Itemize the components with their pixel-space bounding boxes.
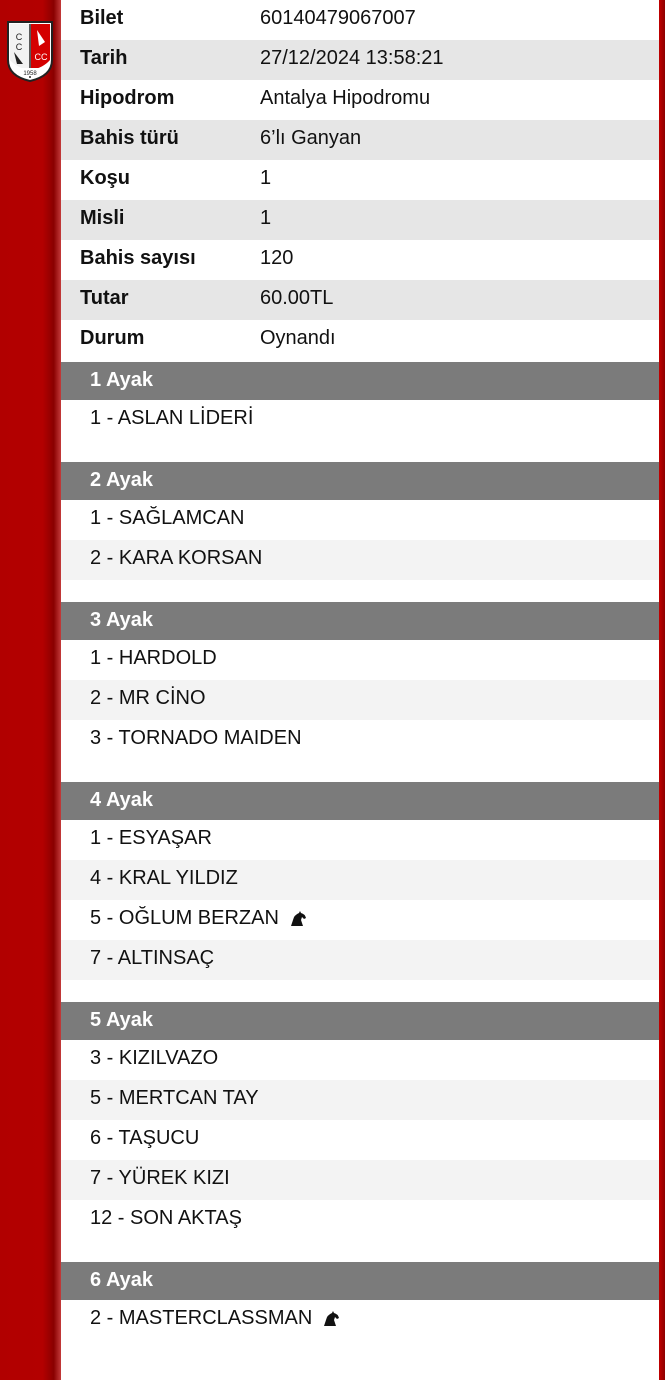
info-label: Tutar: [80, 287, 129, 309]
leg-header: 3 Ayak: [61, 602, 659, 640]
info-row: [61, 160, 659, 200]
info-row: [61, 40, 659, 80]
info-value: 120: [260, 247, 294, 269]
svg-text:C: C: [15, 32, 23, 42]
club-logo[interactable]: [5, 20, 55, 82]
horse-row: [61, 640, 659, 680]
info-row: [61, 120, 659, 160]
horse-name: 3 - TORNADO MAIDEN: [90, 727, 302, 749]
info-label: Durum: [80, 327, 145, 349]
horse-row: [61, 680, 659, 720]
horse-name: 1 - ASLAN LİDERİ: [90, 407, 254, 429]
horse-name: 3 - KIZILVAZO: [90, 1047, 219, 1069]
info-value: Oynandı: [260, 327, 336, 349]
info-value: Antalya Hipodromu: [260, 87, 431, 109]
horse-name: 6 - TAŞUCU: [90, 1127, 200, 1149]
leg-header: 6 Ayak: [61, 1262, 659, 1300]
horse-name: 2 - MR CİNO: [90, 687, 206, 709]
horse-row: [61, 540, 659, 580]
info-value: 60140479067007: [260, 7, 416, 29]
leg-spacer: [61, 1240, 659, 1262]
info-row: [61, 0, 659, 40]
coupon-detail: [61, 0, 659, 1362]
horse-icon: [289, 911, 307, 927]
legs-list: [61, 362, 659, 1362]
svg-text:1958: 1958: [23, 71, 37, 77]
info-value: 6’lı Ganyan: [260, 127, 362, 149]
info-label: Misli: [80, 207, 125, 229]
coupon-info-table: [61, 0, 659, 360]
info-label: Hipodrom: [80, 87, 175, 109]
horse-row: [61, 500, 659, 540]
horse-row: [61, 400, 659, 440]
horse-name: 2 - MASTERCLASSMAN: [90, 1307, 313, 1329]
horse-name: 1 - SAĞLAMCAN: [90, 507, 245, 529]
horse-name: 1 - HARDOLD: [90, 647, 217, 669]
horse-row: [61, 1300, 659, 1340]
info-value: 1: [260, 167, 272, 189]
horse-row: [61, 900, 659, 940]
horse-name: 12 - SON AKTAŞ: [90, 1207, 242, 1229]
horse-row: [61, 860, 659, 900]
info-label: Tarih: [80, 47, 128, 69]
info-value: 27/12/2024 13:58:21: [260, 47, 444, 69]
leg-header: 4 Ayak: [61, 782, 659, 820]
info-value: 1: [260, 207, 272, 229]
info-row: [61, 240, 659, 280]
info-value: 60.00TL: [260, 287, 334, 309]
horse-name: 2 - KARA KORSAN: [90, 547, 263, 569]
horse-name: 7 - ALTINSAÇ: [90, 947, 215, 969]
horse-row: [61, 1040, 659, 1080]
horse-row: [61, 1200, 659, 1240]
info-row: [61, 200, 659, 240]
leg-header: 2 Ayak: [61, 462, 659, 500]
info-row: [61, 320, 659, 360]
horse-name: 7 - YÜREK KIZI: [90, 1167, 230, 1189]
horse-name: 5 - MERTCAN TAY: [90, 1087, 259, 1109]
horse-row: [61, 1080, 659, 1120]
info-label: Bahis sayısı: [80, 247, 196, 269]
right-edge: [659, 0, 665, 1380]
horse-row: [61, 720, 659, 760]
horse-row: [61, 1160, 659, 1200]
leg-spacer: [61, 440, 659, 462]
info-row: [61, 280, 659, 320]
horse-row: [61, 1120, 659, 1160]
horse-row: [61, 940, 659, 980]
horse-icon: [322, 1311, 340, 1327]
info-label: Bahis türü: [80, 127, 179, 149]
leg-spacer: [61, 980, 659, 1002]
info-label: Koşu: [80, 167, 130, 189]
horse-row: [61, 820, 659, 860]
horse-name: 1 - ESYAŞAR: [90, 827, 212, 849]
leg-spacer: [61, 580, 659, 602]
svg-text:C: C: [15, 42, 23, 52]
horse-name: 5 - OĞLUM BERZAN: [90, 907, 279, 929]
sidebar: [0, 0, 61, 1380]
leg-spacer: [61, 760, 659, 782]
horse-name: 4 - KRAL YILDIZ: [90, 867, 238, 889]
leg-spacer: [61, 1340, 659, 1362]
info-label: Bilet: [80, 7, 124, 29]
svg-text:CC: CC: [34, 52, 48, 62]
leg-header: 1 Ayak: [61, 362, 659, 400]
leg-header: 5 Ayak: [61, 1002, 659, 1040]
info-row: [61, 80, 659, 120]
